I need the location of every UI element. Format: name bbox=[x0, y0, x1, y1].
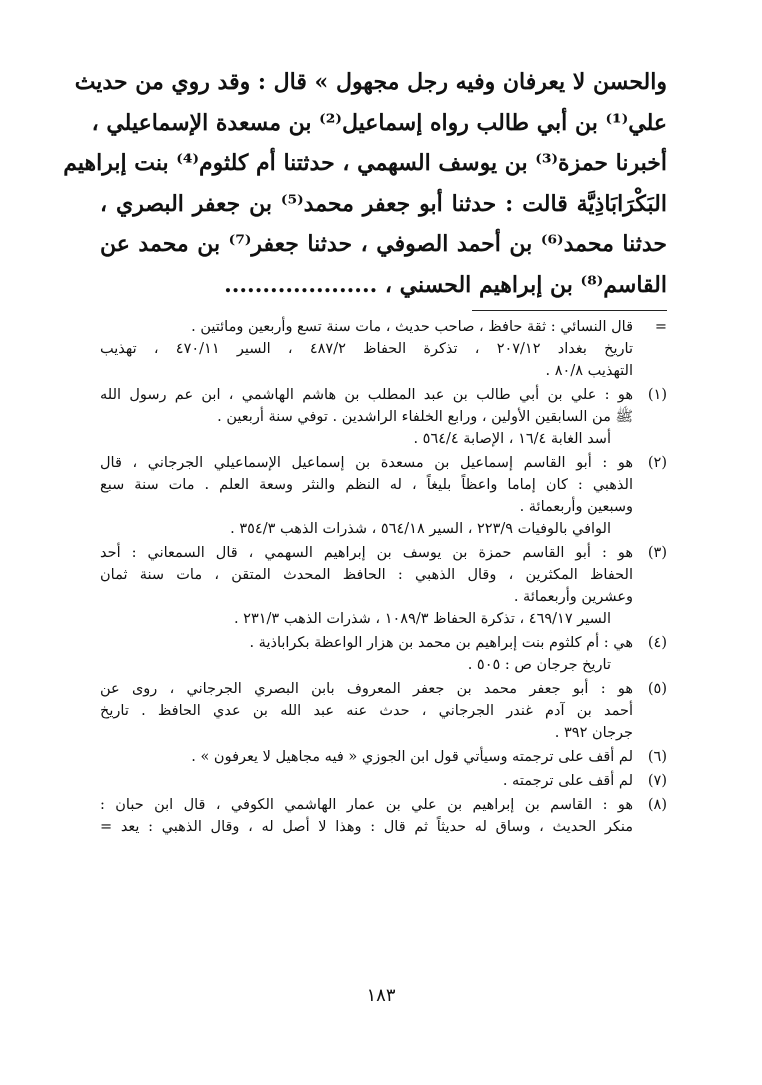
main-line: حدثنا محمد⁽⁶⁾ بن أحمد الصوفي ، حدثنا جعفر⁽⁷⁾ بن محمد عن bbox=[100, 231, 668, 257]
footnote-4 bbox=[100, 632, 667, 676]
page-number: ١٨٣ bbox=[366, 985, 396, 1006]
footnote-1 bbox=[100, 384, 667, 450]
footnote-line: هو : علي بن أبي طالب بن عبد المطلب بن هاشم الهاشمي ، ابن عم رسول الله bbox=[100, 387, 633, 403]
footnote-line: قال النسائي : ثقة حافظ ، صاحب حديث ، مات سنة تسع وأربعين ومائتين . bbox=[191, 319, 633, 335]
footnote-line: لم أقف على ترجمته . bbox=[502, 773, 633, 789]
main-line: والحسن لا يعرفان وفيه رجل مجهول » قال : وقد روي من حديث bbox=[74, 69, 667, 95]
footnote-number: (٨) bbox=[647, 797, 667, 813]
main-line: أخبرنا حمزة⁽³⁾ بن يوسف السهمي ، حدثتنا أم كلثوم⁽⁴⁾ بنت إبراهيم bbox=[63, 150, 667, 176]
footnote-2 bbox=[100, 452, 667, 540]
footnotes bbox=[100, 316, 667, 838]
footnote-line: لم أقف على ترجمته وسيأتي قول ابن الجوزي « فيه مجاهيل لا يعرفون » . bbox=[191, 749, 633, 765]
footnote-line: هو : القاسم بن إبراهيم بن علي بن عمار الهاشمي الكوفي ، قال ابن حبان : bbox=[100, 797, 633, 813]
footnote-number: (٧) bbox=[647, 773, 667, 789]
footnote-line: هي : أم كلثوم بنت إبراهيم بن محمد بن هزار الواعظة بكراباذية . bbox=[249, 635, 633, 651]
footnote-source: الوافي بالوفيات ٢٢٣/٩ ، السير ٥٦٤/١٨ ، شذرات الذهب ٣٥٤/٣ . bbox=[230, 521, 611, 537]
footnote-5 bbox=[100, 678, 667, 744]
footnote-number: (٢) bbox=[647, 455, 667, 471]
footnote-line: هو : أبو القاسم حمزة بن يوسف بن إبراهيم السهمي ، قال السمعاني : أحد bbox=[100, 545, 633, 561]
main-line: القاسم⁽⁸⁾ بن إبراهيم الحسني ، .................... bbox=[224, 271, 667, 298]
footnote-source: تاريخ جرجان ص : ٥٠٥ . bbox=[467, 657, 611, 673]
footnote-continued bbox=[100, 316, 667, 382]
footnote-line: أحمد بن آدم غندر الجرجاني ، حدث عنه عبد الله بن عدي الحافظ . تاريخ bbox=[100, 703, 633, 719]
footnote-7 bbox=[100, 770, 667, 792]
footnote-number: (٥) bbox=[647, 681, 667, 697]
footnote-line: هو : أبو القاسم إسماعيل بن مسعدة بن إسماعيل الإسماعيلي الجرجاني ، قال bbox=[100, 455, 633, 471]
footnote-line: تاريخ بغداد ٢٠٧/١٢ ، تذكرة الحفاظ ٤٨٧/٢ ، السير ٤٧٠/١١ ، تهذيب bbox=[100, 341, 633, 357]
footnote-source: أسد الغابة ١٦/٤ ، الإصابة ٥٦٤/٤ . bbox=[413, 431, 611, 447]
footnote-line: التهذيب ٨٠/٨ . bbox=[545, 363, 633, 379]
footnote-number: (٦) bbox=[647, 749, 667, 765]
footnote-line: الذهبي : كان إماما واعظاً بليغاً ، له النظم والنثر وسعة العلم . مات سنة سبع bbox=[100, 477, 633, 493]
footnote-number: = bbox=[654, 319, 667, 335]
main-line: البَكْرَابَاذِيَّة قالت : حدثنا أبو جعفر محمد⁽⁵⁾ بن جعفر البصري ، bbox=[100, 190, 668, 217]
footnote-number: (٤) bbox=[647, 635, 667, 651]
footnote-6 bbox=[100, 746, 667, 768]
footnote-source: السير ٤٦٩/١٧ ، تذكرة الحفاظ ١٠٨٩/٣ ، شذرات الذهب ٢٣١/٣ . bbox=[233, 611, 611, 627]
footnote-line: هو : أبو جعفر محمد بن جعفر المعروف بابن البصري الجرجاني ، روى عن bbox=[100, 681, 633, 697]
footnote-number: (١) bbox=[647, 387, 667, 403]
footnote-line: وعشرين وأربعمائة . bbox=[513, 589, 633, 605]
footnote-line: جرجان ٣٩٢ . bbox=[554, 725, 633, 741]
main-line: علي⁽¹⁾ بن أبي طالب رواه إسماعيل⁽²⁾ بن مسعدة الإسماعيلي ، bbox=[91, 109, 667, 136]
footnote-line: منكر الحديث ، وساق له حديثاً ثم قال : وهذا لا أصل له ، وقال الذهبي : يعد = bbox=[100, 819, 633, 835]
footnote-line: الحفاظ المكثرين ، وقال الذهبي : الحافظ المحدث المتقن ، مات سنة ثمان bbox=[100, 567, 633, 583]
footnote-line: ﷺ من السابقين الأولين ، ورابع الخلفاء الراشدين . توفي سنة أربعين . bbox=[217, 409, 633, 425]
footnote-number: (٣) bbox=[647, 545, 667, 561]
footnote-line: وسبعين وأربعمائة . bbox=[519, 499, 633, 515]
footnote-3 bbox=[100, 542, 667, 630]
main-text bbox=[63, 62, 668, 305]
footnote-divider bbox=[472, 310, 667, 311]
footnote-8 bbox=[100, 794, 667, 838]
